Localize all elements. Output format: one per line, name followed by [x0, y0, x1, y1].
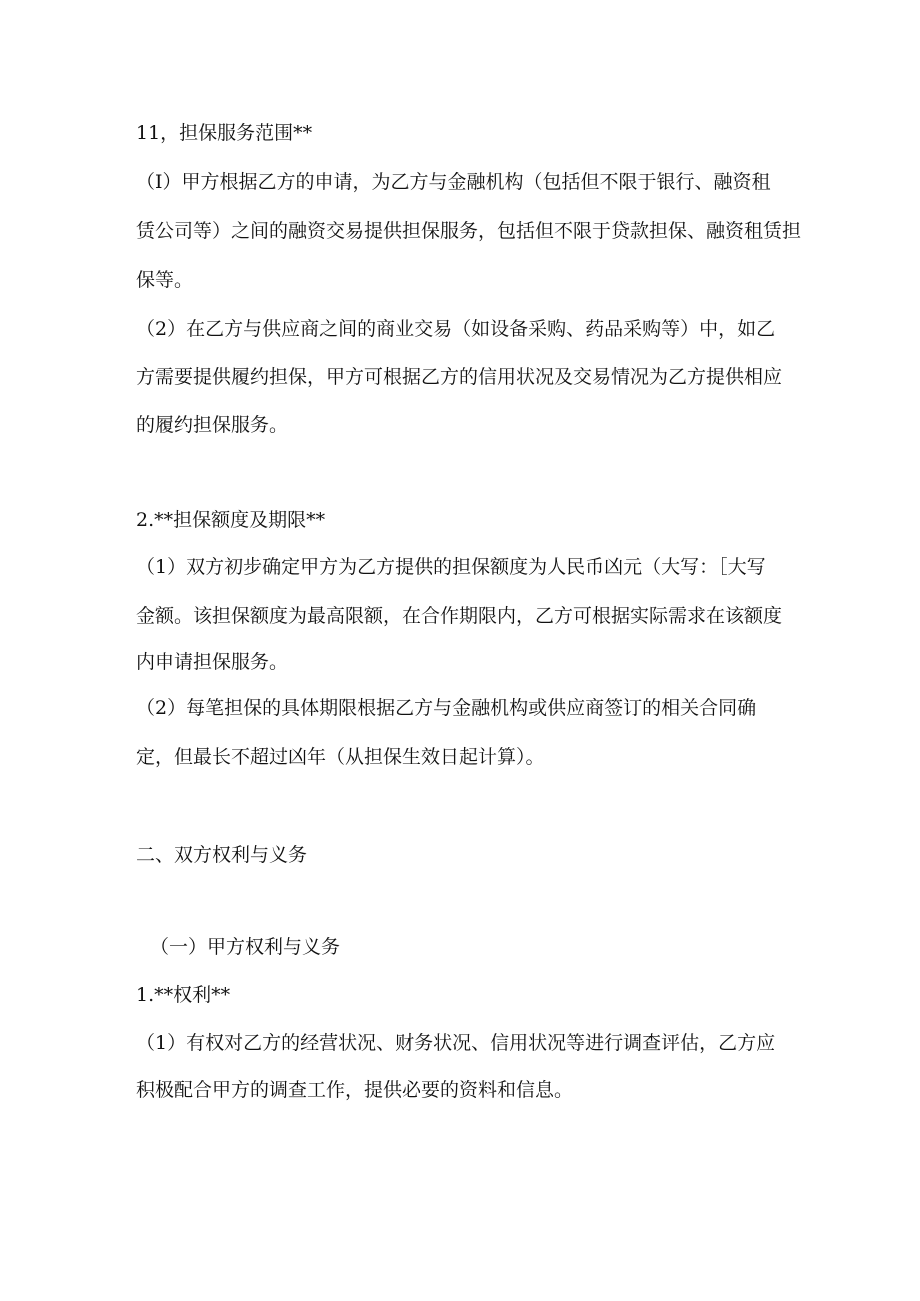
- section-heading-rights: 1.**权利**: [136, 984, 231, 1006]
- subsection-heading-party-a: （一）甲方权利与义务: [150, 936, 341, 958]
- paragraph-line: 的履约担保服务。: [136, 414, 289, 436]
- paragraph-line: 方需要提供履约担保，甲方可根据乙方的信用状况及交易情况为乙方提供相应: [136, 366, 783, 388]
- section-heading-guarantee-amount: 2.**担保额度及期限**: [136, 509, 326, 531]
- paragraph-line: 积极配合甲方的调查工作，提供必要的资料和信息。: [136, 1079, 574, 1101]
- paragraph-line: 定，但最长不超过凶年（从担保生效日起计算）。: [136, 746, 545, 768]
- paragraph-line: （1）双方初步确定甲方为乙方提供的担保额度为人民币凶元（大写：［大写: [136, 556, 766, 578]
- paragraph-line: 保等。: [136, 269, 194, 291]
- paragraph-line: （2）在乙方与供应商之间的商业交易（如设备采购、药品采购等）中，如乙: [136, 318, 776, 340]
- paragraph-line: （I）甲方根据乙方的申请，为乙方与金融机构（包括但不限于银行、融资租: [136, 171, 771, 193]
- paragraph-line: （1）有权对乙方的经营状况、财务状况、信用状况等进行调查评估，乙方应: [136, 1032, 776, 1054]
- paragraph-line: 金额。该担保额度为最高限额，在合作期限内，乙方可根据实际需求在该额度: [136, 605, 783, 627]
- section-heading-guarantee-scope: 11，担保服务范围**: [136, 122, 313, 144]
- paragraph-line: 赁公司等）之间的融资交易提供担保服务，包括但不限于贷款担保、融资租赁担: [136, 220, 802, 242]
- chapter-heading-rights-obligations: 二、双方权利与义务: [136, 844, 308, 866]
- paragraph-line: （2）每笔担保的具体期限根据乙方与金融机构或供应商签订的相关合同确: [136, 697, 757, 719]
- paragraph-line: 内申请担保服务。: [136, 651, 289, 673]
